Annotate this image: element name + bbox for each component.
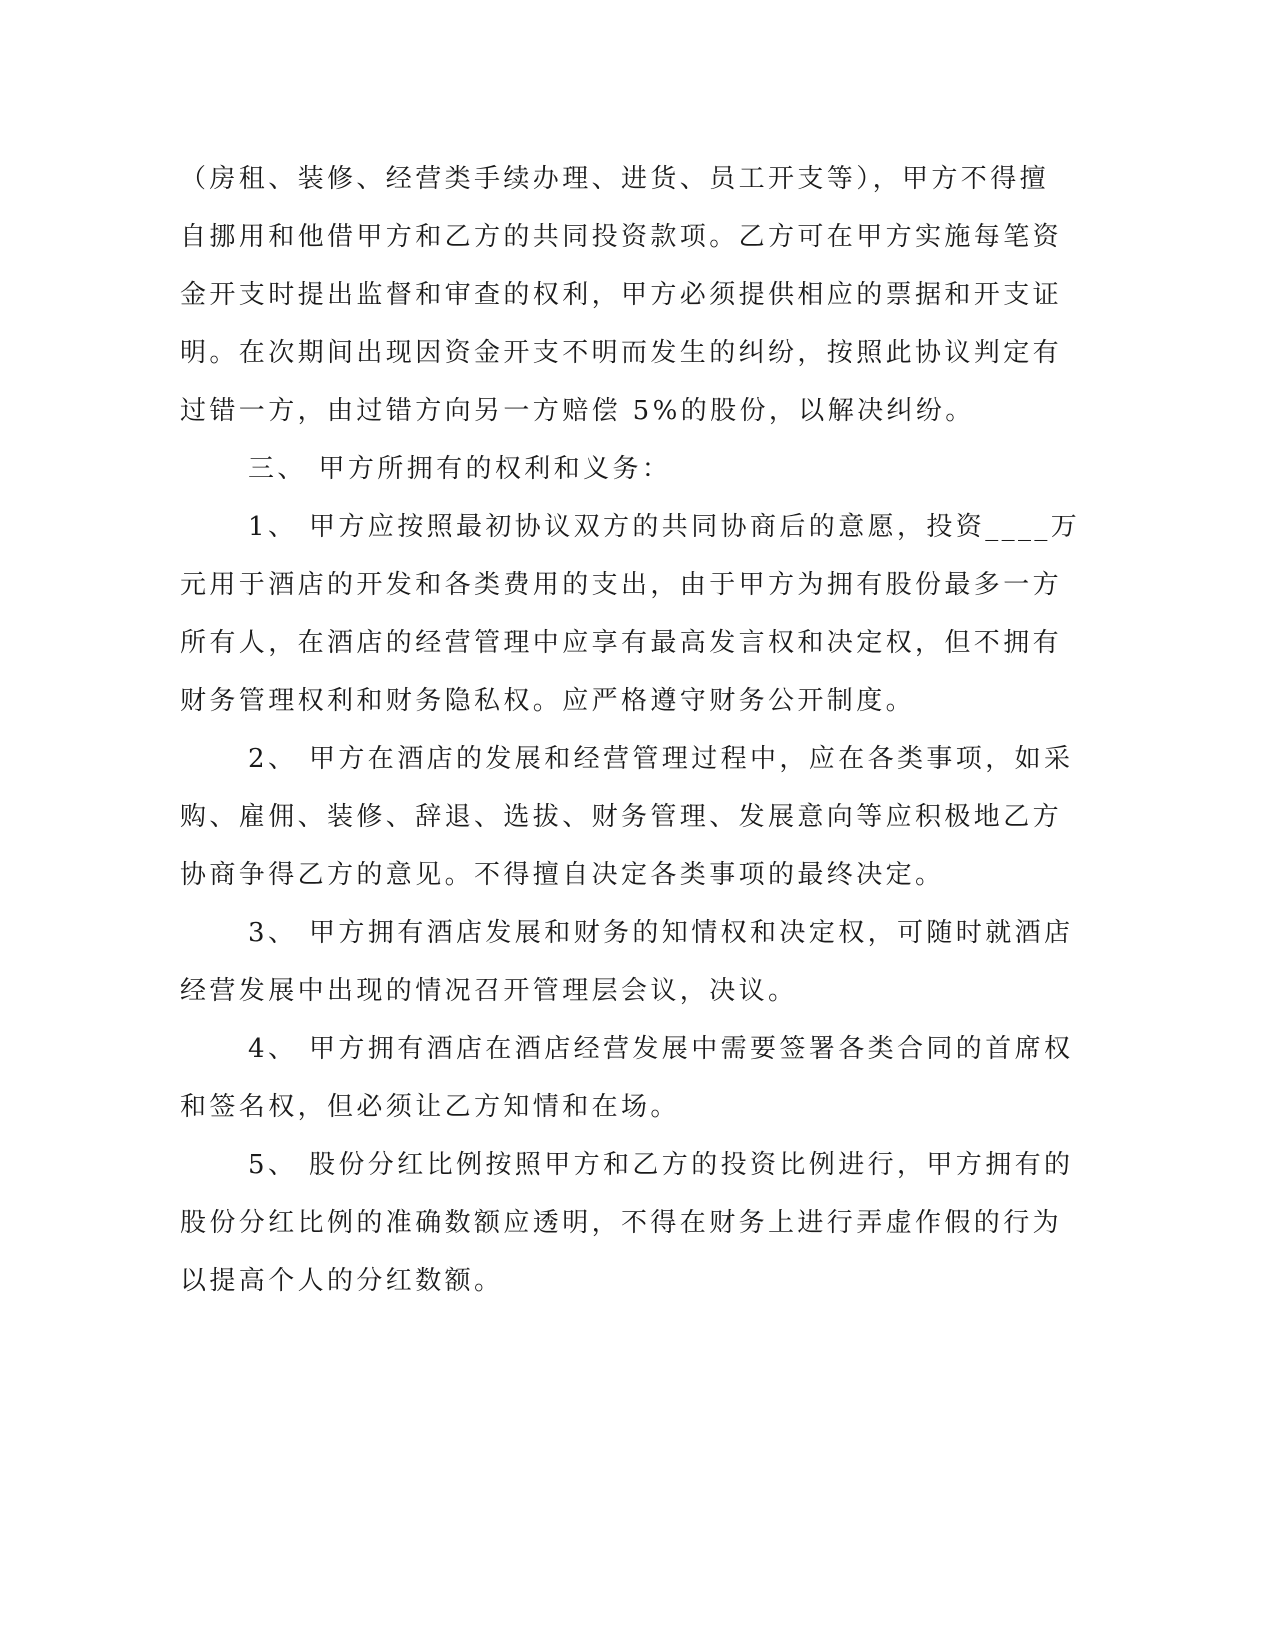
text-line: 和签名权，但必须让乙方知情和在场。 [180, 1092, 680, 1122]
text-line: 购、雇佣、装修、辞退、选拔、财务管理、发展意向等应积极地乙方 [180, 802, 1063, 832]
clause-5 [180, 1136, 1074, 1310]
text-line: 财务管理权利和财务隐私权。应严格遵守财务公开制度。 [180, 686, 916, 716]
text-line: 股份分红比例的准确数额应透明，不得在财务上进行弄虚作假的行为 [180, 1208, 1063, 1238]
text-line: 自挪用和他借甲方和乙方的共同投资款项。乙方可在甲方实施每笔资 [180, 222, 1063, 252]
text-line: 元用于酒店的开发和各类费用的支出，由于甲方为拥有股份最多一方 [180, 570, 1063, 600]
text-line: 过错一方，由过错方向另一方赔偿 5%的股份，以解决纠纷。 [180, 396, 975, 426]
text-line: 5、 股份分红比例按照甲方和乙方的投资比例进行，甲方拥有的 [248, 1150, 1074, 1180]
text-line: 1、 甲方应按照最初协议双方的共同协商后的意愿，投资____万 [248, 512, 1081, 542]
text-line: 协商争得乙方的意见。不得擅自决定各类事项的最终决定。 [180, 860, 945, 890]
text-line: 经营发展中出现的情况召开管理层会议，决议。 [180, 976, 798, 1006]
text-line: 金开支时提出监督和审查的权利，甲方必须提供相应的票据和开支证 [180, 280, 1063, 310]
clause-2 [180, 730, 1074, 904]
text-line: 2、 甲方在酒店的发展和经营管理过程中，应在各类事项，如采 [248, 744, 1074, 774]
paragraph-continuation [180, 150, 1063, 440]
clause-3 [180, 904, 1074, 1020]
text-line: 所有人，在酒店的经营管理中应享有最高发言权和决定权，但不拥有 [180, 628, 1063, 658]
text-line: 3、 甲方拥有酒店发展和财务的知情权和决定权，可随时就酒店 [248, 918, 1074, 948]
clause-4 [180, 1020, 1074, 1136]
text-line: （房租、装修、经营类手续办理、进货、员工开支等），甲方不得擅 [180, 164, 1050, 194]
text-line: 4、 甲方拥有酒店在酒店经营发展中需要签署各类合同的首席权 [248, 1034, 1074, 1064]
section-heading [180, 440, 1020, 498]
clause-1 [180, 498, 1081, 730]
document-body [180, 150, 1081, 1310]
text-line: 明。在次期间出现因资金开支不明而发生的纠纷，按照此协议判定有 [180, 338, 1063, 368]
text-line: 以提高个人的分红数额。 [180, 1266, 504, 1296]
text-line: 三、 甲方所拥有的权利和义务： [248, 454, 672, 484]
